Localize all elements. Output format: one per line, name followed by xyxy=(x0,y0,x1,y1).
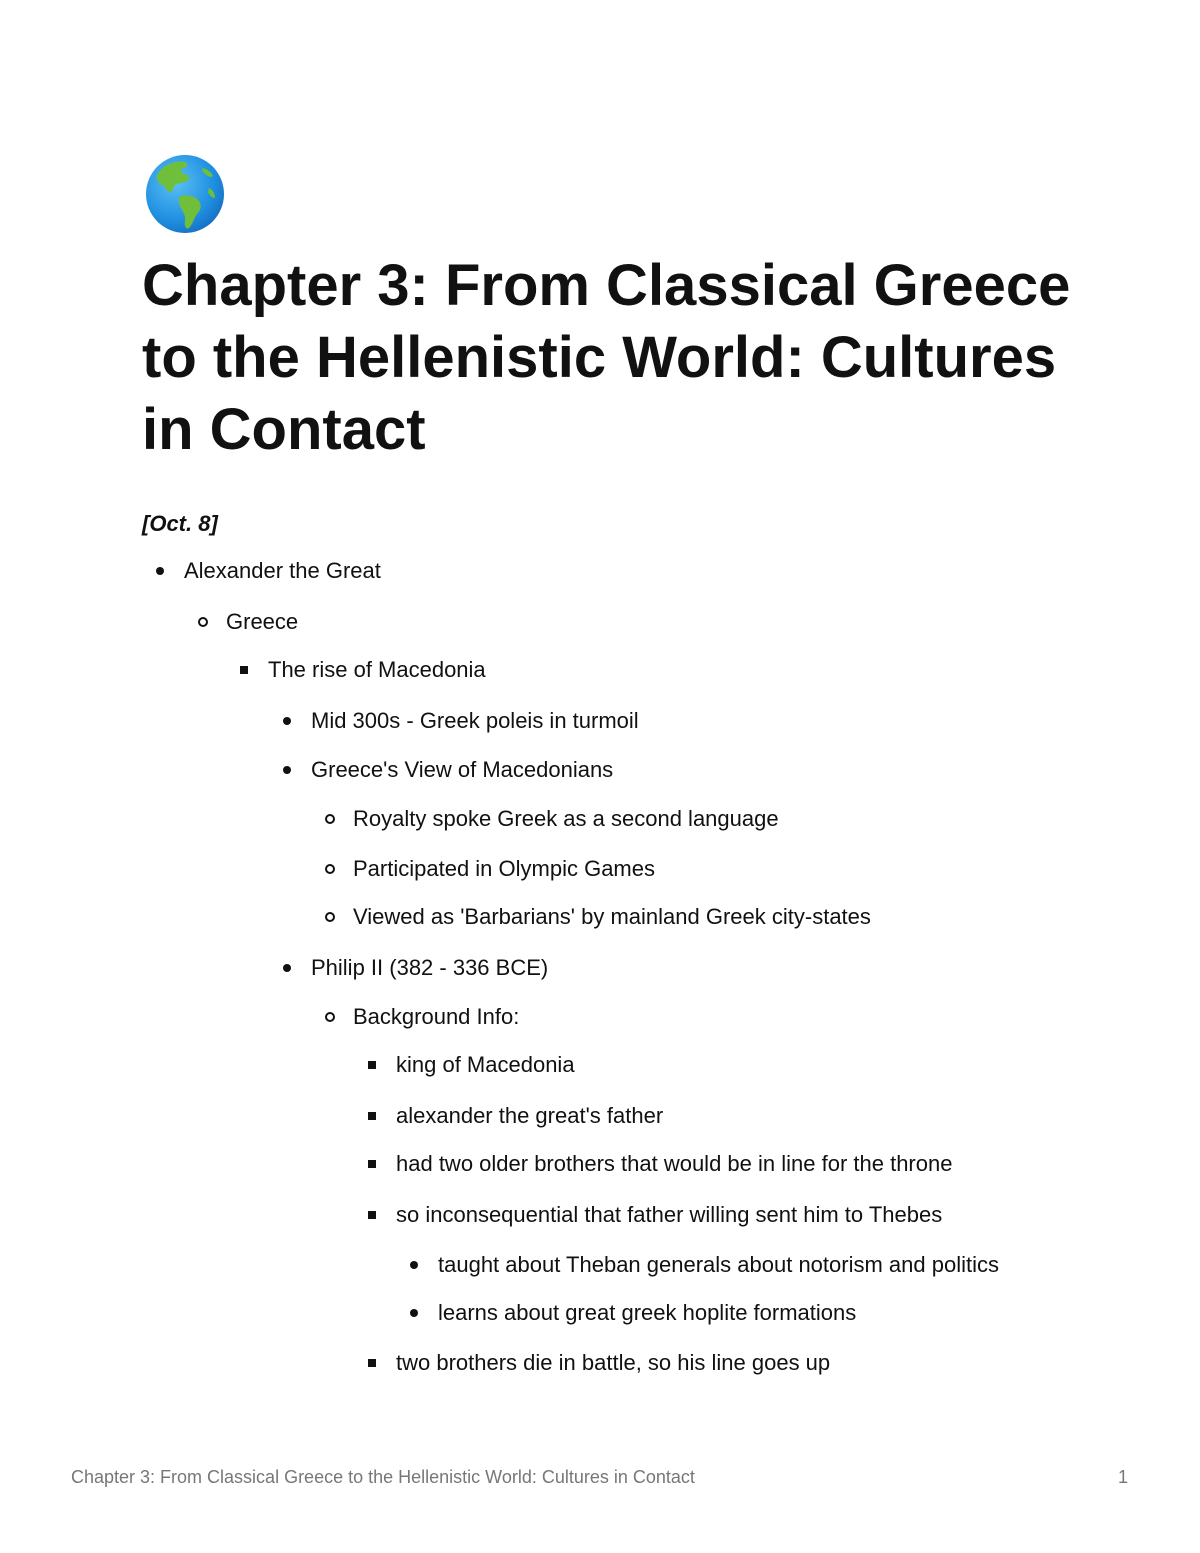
list-item xyxy=(311,706,639,736)
footer-page-number: 1 xyxy=(1117,1467,1128,1487)
list-item-text: had two older brothers that would be in line for the throne xyxy=(396,1151,953,1176)
list-item-text: alexander the great's father xyxy=(396,1103,664,1128)
list-item xyxy=(438,1250,999,1280)
list-item-text: Participated in Olympic Games xyxy=(353,856,655,881)
square-bullet-icon xyxy=(368,1112,376,1120)
square-bullet-icon xyxy=(368,1211,376,1219)
list-item xyxy=(184,556,381,586)
list-item xyxy=(268,655,486,685)
circle-bullet-icon xyxy=(325,864,335,874)
circle-bullet-icon xyxy=(325,912,335,922)
list-item-text: Greece's View of Macedonians xyxy=(311,757,614,782)
list-item xyxy=(311,755,613,785)
square-bullet-icon xyxy=(240,666,248,674)
disc-bullet-icon xyxy=(283,964,291,972)
list-item xyxy=(438,1298,856,1328)
list-item xyxy=(353,854,655,884)
list-item xyxy=(226,607,298,637)
list-item xyxy=(353,1002,519,1032)
disc-bullet-icon xyxy=(410,1309,418,1317)
list-item-text: Mid 300s - Greek poleis in turmoil xyxy=(311,708,639,733)
list-item-text: so inconsequential that father willing sent him to Thebes xyxy=(396,1202,943,1227)
list-item xyxy=(396,1200,942,1230)
footer-running-title: Chapter 3: From Classical Greece to the Hellenistic World: Cultures in Contact xyxy=(71,1467,695,1487)
list-item xyxy=(311,953,548,983)
list-item-text: taught about Theban generals about notorism and politics xyxy=(438,1252,999,1277)
list-item-text: king of Macedonia xyxy=(396,1052,575,1077)
circle-bullet-icon xyxy=(198,617,208,627)
date-label: [Oct. 8] xyxy=(142,511,218,536)
globe-americas-icon xyxy=(145,154,225,234)
disc-bullet-icon xyxy=(410,1261,418,1269)
list-item xyxy=(353,902,871,932)
document-title: Chapter 3: From Classical Greece to the Hellenistic World: Cultures in Contact xyxy=(142,253,1071,462)
list-item xyxy=(353,804,779,834)
list-item-text: learns about great greek hoplite formations xyxy=(438,1300,857,1325)
list-item-text: Philip II (382 - 336 BCE) xyxy=(311,955,549,980)
list-item xyxy=(396,1101,663,1131)
square-bullet-icon xyxy=(368,1359,376,1367)
disc-bullet-icon xyxy=(156,567,164,575)
list-item xyxy=(396,1348,830,1378)
list-item-text: Royalty spoke Greek as a second language xyxy=(353,806,779,831)
square-bullet-icon xyxy=(368,1160,376,1168)
list-item-text: Greece xyxy=(226,609,299,634)
list-item-text: Viewed as 'Barbarians' by mainland Greek city-states xyxy=(353,904,871,929)
list-item-text: The rise of Macedonia xyxy=(268,657,486,682)
disc-bullet-icon xyxy=(283,766,291,774)
list-item-text: Alexander the Great xyxy=(184,558,381,583)
list-item xyxy=(396,1050,575,1080)
circle-bullet-icon xyxy=(325,1012,335,1022)
list-item xyxy=(396,1149,952,1179)
square-bullet-icon xyxy=(368,1061,376,1069)
disc-bullet-icon xyxy=(283,717,291,725)
list-item-text: Background Info: xyxy=(353,1004,520,1029)
list-item-text: two brothers die in battle, so his line goes up xyxy=(396,1350,831,1375)
circle-bullet-icon xyxy=(325,814,335,824)
